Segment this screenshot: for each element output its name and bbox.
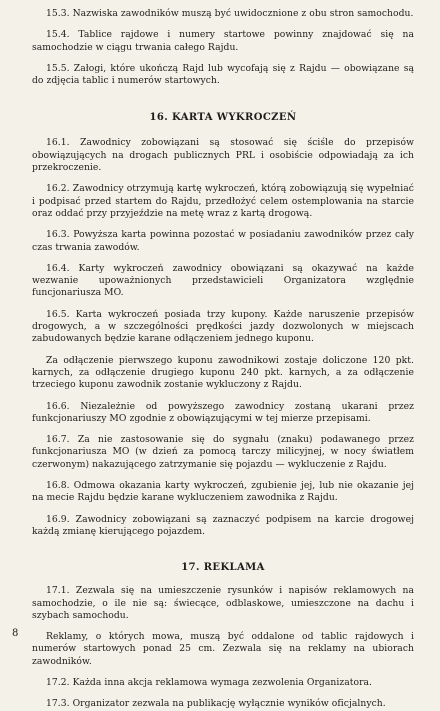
paragraph-15-3: 15.3. Nazwiska zawodników muszą być uwidocznione z obu stron samochodu. [46, 8, 414, 19]
paragraph-16-5: 16.5. Karta wykroczeń posiada trzy kupony. Każde naruszenie przepisów drogowych, a w szczególności prędkości jazdy dozwolonych w miejscach zabudowanych będzie karane odłączeniem jednego kuponu. [32, 308, 414, 345]
section-17-heading: 17. REKLAMA [181, 562, 265, 574]
paragraph-16-8: 16.8. Odmowa okazania karty wykroczeń, zgubienie jej, lub nie okazanie jej na mecie Rajdu będzie karane wykluczeniem zawodnika z Rajdu. [32, 480, 414, 504]
page-number: 8 [12, 628, 19, 639]
paragraph-15-5: 15.5. Załogi, które ukończą Rajd lub wycofają się z Rajdu — obowiązane są do zdjęcia tablic i numerów startowych. [32, 62, 414, 87]
paragraph-15-4: 15.4. Tablice rajdowe i numery startowe powinny znajdować się na samochodzie w ciągu trwania całego Rajdu. [32, 29, 414, 53]
section-16-heading: 16. KARTA WYKROCZEŃ [149, 112, 297, 124]
paragraph-16-1: 16.1. Zawodnicy zobowiązani są stosować się ściśle do przepisów obowiązujących na drogach publicznych PRL i osobiście odpowiadają za ich przekroczenie. [32, 137, 414, 174]
paragraph-16-4: 16.4. Karty wykroczeń zawodnicy obowiązani są okazywać na każde wezwanie upoważnionych przedstawicieli Organizatora względnie funcjonariusza MO. [32, 262, 414, 299]
paragraph-16-9: 16.9. Zawodnicy zobowiązani są zaznaczyć podpisem na karcie drogowej każdą zmianę kierującego pojazdem. [32, 513, 414, 537]
paragraph-16-6: 16.6. Niezależnie od powyższego zawodnicy zostaną ukarani przez funkcjonariuszy MO zgodnie z obowiązującymi w tej mierze przepisami. [32, 400, 414, 424]
paragraph-17-1: 17.1. Zezwala się na umieszczenie rysunków i napisów reklamowych na samochodzie, o ile nie są: świecące, odblaskowe, umieszczone na dachu i szybach samochodu. [32, 585, 414, 621]
paragraph-16-7: 16.7. Za nie zastosowanie się do sygnału (znaku) podawanego przez funkcjonariusza MO (w dzień za pomocą tarczy milicyjnej, w nocy światłem czerwonym) nakazującego zatrzymanie się pojazdu — wykluczenie z Rajdu. [32, 434, 414, 470]
paragraph-16-3: 16.3. Powyższa karta powinna pozostać w posiadaniu zawodników przez cały czas trwania zawodów. [32, 229, 414, 253]
paragraph-16-5-continued: Za odłączenie pierwszego kuponu zawodnikowi zostaje doliczone 120 pkt. karnych, za odłączenie drugiego kuponu 240 pkt. karnych, a za odłączenie trzeciego kuponu zawodnik zostanie wykluczony z Rajdu. [32, 354, 414, 391]
paragraph-17-2: 17.2. Każda inna akcja reklamowa wymaga zezwolenia Organizatora. [46, 676, 373, 688]
paragraph-17-1-continued: Reklamy, o których mowa, muszą być oddalone od tablic rajdowych i numerów startowych ponad 25 cm. Zezwala się na reklamy na ubiorach zawodników. [32, 631, 414, 667]
paragraph-16-2: 16.2. Zawodnicy otrzymują kartę wykroczeń, którą zobowiązują się wypełniać i podpisać przed startem do Rajdu, przedłożyć celem ostemplowania na starcie oraz oddać przy przyjeździe na metę wraz z kartą drogową. [32, 183, 414, 219]
paragraph-17-3: 17.3. Organizator zezwala na publikację wyłącznie wyników oficjalnych. [46, 698, 386, 710]
